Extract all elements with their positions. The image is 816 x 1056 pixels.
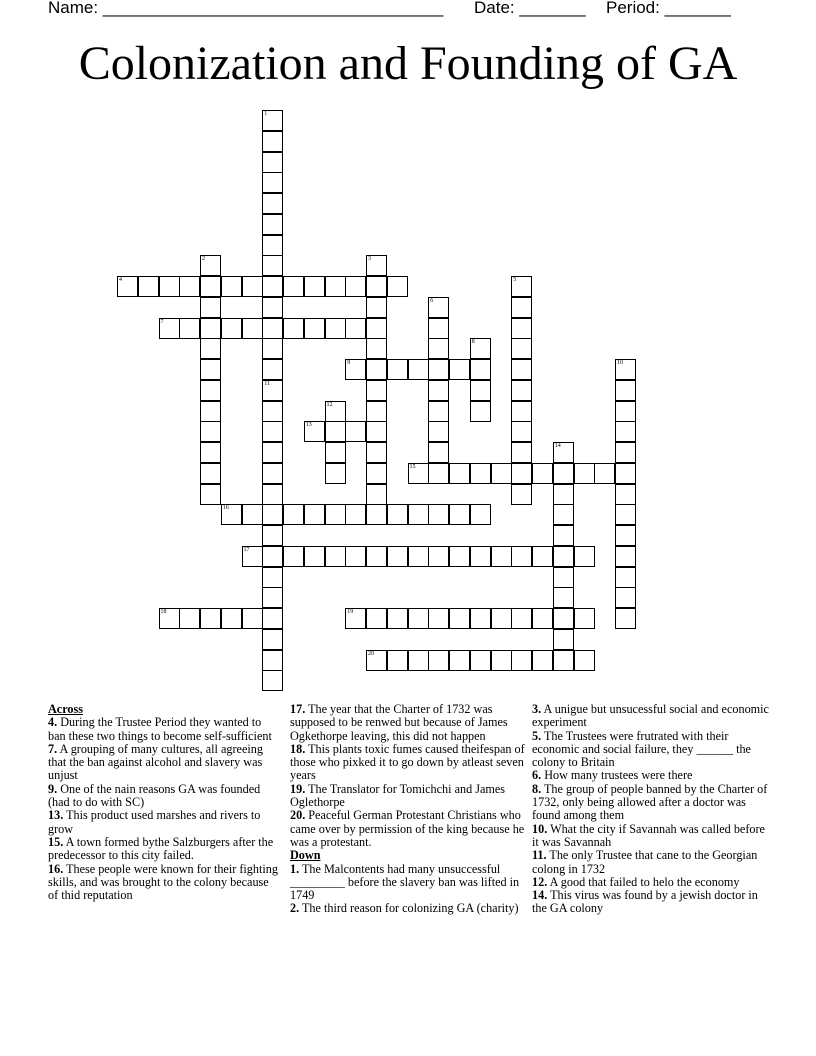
crossword-cell[interactable] — [262, 567, 283, 588]
crossword-cell[interactable] — [179, 318, 200, 339]
crossword-cell[interactable] — [491, 608, 512, 629]
crossword-cell[interactable] — [511, 338, 532, 359]
crossword-cell[interactable] — [366, 442, 387, 463]
page-title: Colonization and Founding of GA — [78, 37, 738, 90]
crossword-cell[interactable] — [615, 442, 636, 463]
crossword-cell[interactable] — [200, 484, 221, 505]
clue-column-3 — [532, 703, 772, 916]
crossword-cell[interactable] — [387, 650, 408, 671]
crossword-cell[interactable] — [262, 380, 283, 401]
crossword-cell[interactable] — [511, 484, 532, 505]
crossword-cell[interactable] — [449, 359, 470, 380]
crossword-cell[interactable] — [304, 421, 325, 442]
crossword-cell[interactable] — [366, 546, 387, 567]
clue-across-17: 17. The year that the Charter of 1732 was supposed to be renwed but because of James Ogkethorpe leaving, this did not happen — [290, 702, 508, 743]
crossword-cell[interactable] — [325, 546, 346, 567]
crossword-cell[interactable] — [262, 152, 283, 173]
clue-number: 11 — [264, 380, 271, 387]
crossword-cell[interactable] — [511, 650, 532, 671]
crossword-cell[interactable] — [470, 463, 491, 484]
clue-number: 10 — [617, 360, 623, 366]
crossword-cell[interactable] — [262, 546, 283, 567]
crossword-cell[interactable] — [262, 650, 283, 671]
crossword-cell[interactable] — [325, 318, 346, 339]
crossword-cell[interactable] — [366, 463, 387, 484]
crossword-cell[interactable] — [325, 276, 346, 297]
crossword-cell[interactable] — [470, 380, 491, 401]
crossword-cell[interactable] — [491, 463, 512, 484]
crossword-cell[interactable] — [262, 670, 283, 691]
crossword-cell[interactable] — [428, 421, 449, 442]
crossword-cell[interactable] — [262, 318, 283, 339]
crossword-cell[interactable] — [325, 421, 346, 442]
clue-column-2 — [290, 703, 528, 916]
crossword-cell[interactable] — [262, 338, 283, 359]
crossword-cell[interactable] — [470, 650, 491, 671]
crossword-cell[interactable] — [470, 504, 491, 525]
crossword-cell[interactable] — [470, 608, 491, 629]
clue-across-7: 7. A grouping of many cultures, all agreeing that the ban against alcohol and slavery was unjust — [48, 741, 263, 783]
clue-column-1 — [48, 703, 280, 902]
crossword-cell[interactable] — [449, 650, 470, 671]
crossword-cell[interactable] — [532, 650, 553, 671]
crossword-cell[interactable] — [615, 463, 636, 484]
crossword-cell[interactable] — [179, 608, 200, 629]
crossword-cell[interactable] — [283, 318, 304, 339]
crossword-cell[interactable] — [511, 463, 532, 484]
crossword-cell[interactable] — [242, 318, 263, 339]
clue-down-10: 10. What the city if Savannah was called before it was Savannah — [532, 821, 765, 849]
crossword-cell[interactable] — [615, 504, 636, 525]
crossword-cell[interactable] — [428, 338, 449, 359]
crossword-cell[interactable] — [200, 255, 221, 276]
clue-across-9: 9. One of the nain reasons GA was founded (had to do with SC) — [48, 781, 261, 810]
crossword-cell[interactable] — [325, 442, 346, 463]
crossword-cell[interactable] — [615, 525, 636, 546]
down-heading: Down — [290, 848, 321, 863]
clue-down-8: 8. The group of people banned by the Charter of 1732, only being allowed after a doctor was found among them — [532, 781, 768, 823]
clue-down-1: 1. The Malcontents had many unsuccessful _________ before the slavery ban was lifted in 1749 — [290, 861, 520, 903]
crossword-cell[interactable] — [200, 276, 221, 297]
crossword-cell[interactable] — [553, 525, 574, 546]
period-field[interactable]: Period: _______ — [606, 0, 731, 17]
crossword-cell[interactable] — [304, 318, 325, 339]
crossword-cell[interactable] — [511, 421, 532, 442]
crossword-cell[interactable] — [615, 587, 636, 608]
crossword-cell[interactable] — [283, 546, 304, 567]
crossword-cell[interactable] — [262, 629, 283, 650]
clue-number: 17 — [243, 546, 250, 553]
crossword-cell[interactable] — [553, 567, 574, 588]
crossword-cell[interactable] — [532, 608, 553, 629]
crossword-cell[interactable] — [615, 484, 636, 505]
clue-number: 6 — [430, 297, 434, 304]
crossword-cell[interactable] — [262, 608, 283, 629]
crossword-cell[interactable] — [200, 608, 221, 629]
crossword-cell[interactable] — [511, 297, 532, 318]
crossword-cell[interactable] — [304, 546, 325, 567]
crossword-cell[interactable] — [262, 463, 283, 484]
crossword-cell[interactable] — [159, 318, 180, 339]
crossword-cell[interactable] — [366, 650, 387, 671]
crossword-cell[interactable] — [200, 359, 221, 380]
crossword-cell[interactable] — [491, 546, 512, 567]
crossword-cell[interactable] — [511, 401, 532, 422]
crossword-cell[interactable] — [470, 338, 491, 359]
crossword-cell[interactable] — [221, 276, 242, 297]
crossword-cell[interactable] — [615, 421, 636, 442]
crossword-cell[interactable] — [387, 359, 408, 380]
crossword-cell[interactable] — [262, 421, 283, 442]
crossword-cell[interactable] — [159, 276, 180, 297]
crossword-cell[interactable] — [491, 650, 512, 671]
crossword-cell[interactable] — [200, 318, 221, 339]
crossword-cell[interactable] — [615, 608, 636, 629]
crossword-cell[interactable] — [408, 463, 429, 484]
crossword-cell[interactable] — [428, 359, 449, 380]
clue-across-20: 20. Peaceful German Protestant Christians who came over by permission of the king because he was a protestant. — [290, 808, 525, 849]
crossword-cell[interactable] — [553, 463, 574, 484]
crossword-cell[interactable] — [449, 546, 470, 567]
clue-number: 20 — [368, 650, 374, 657]
crossword-cell[interactable] — [262, 401, 283, 422]
crossword-cell[interactable] — [449, 504, 470, 525]
crossword-cell[interactable] — [345, 421, 366, 442]
crossword-cell[interactable] — [387, 276, 408, 297]
clue-down-2: 2. The third reason for colonizing GA (charity) — [290, 901, 519, 916]
crossword-cell[interactable] — [366, 318, 387, 339]
clue-number: 15 — [409, 463, 416, 470]
crossword-cell[interactable] — [345, 504, 366, 525]
clue-number: 5 — [513, 277, 517, 283]
crossword-cell[interactable] — [200, 338, 221, 359]
crossword-cell[interactable] — [366, 421, 387, 442]
crossword-cell[interactable] — [221, 318, 242, 339]
crossword-cell[interactable] — [262, 587, 283, 608]
crossword-cell[interactable] — [366, 504, 387, 525]
crossword-cell[interactable] — [574, 650, 595, 671]
clue-number: 3 — [368, 256, 371, 263]
clue-down-6: 6. How many trustees were there — [532, 768, 693, 783]
crossword-cell[interactable] — [345, 546, 366, 567]
clue-number: 1 — [264, 111, 268, 117]
crossword-cell[interactable] — [262, 193, 283, 214]
crossword-cell[interactable] — [532, 463, 553, 484]
crossword-cell[interactable] — [553, 650, 574, 671]
clue-number: 4 — [119, 277, 122, 283]
crossword-cell[interactable] — [553, 587, 574, 608]
clue-across-15: 15. A town formed bythe Salzburgers after the predecessor to this city failed. — [48, 834, 274, 863]
crossword-cell[interactable] — [262, 172, 283, 193]
crossword-cell[interactable] — [511, 276, 532, 297]
crossword-cell[interactable] — [615, 380, 636, 401]
clue-number: 13 — [305, 422, 312, 429]
crossword-cell[interactable] — [449, 608, 470, 629]
crossword-cell[interactable] — [366, 608, 387, 629]
crossword-cell[interactable] — [200, 297, 221, 318]
crossword-cell[interactable] — [553, 484, 574, 505]
crossword-cell[interactable] — [262, 359, 283, 380]
crossword-cell[interactable] — [594, 463, 615, 484]
crossword-cell[interactable] — [428, 463, 449, 484]
crossword-cell[interactable] — [221, 608, 242, 629]
crossword-cell[interactable] — [428, 380, 449, 401]
crossword-cell[interactable] — [553, 629, 574, 650]
crossword-cell[interactable] — [511, 442, 532, 463]
crossword-cell[interactable] — [179, 276, 200, 297]
crossword-cell[interactable] — [117, 276, 138, 297]
crossword-cell[interactable] — [200, 401, 221, 422]
clue-number: 16 — [222, 505, 229, 512]
clue-down-5: 5. The Trustees were frutrated with their economic and social failure, they ______ the colony to Britain — [532, 728, 751, 770]
crossword-cell[interactable] — [615, 546, 636, 567]
crossword-cell[interactable] — [470, 359, 491, 380]
crossword-cell[interactable] — [283, 276, 304, 297]
crossword-cell[interactable] — [262, 131, 283, 152]
crossword-cell[interactable] — [408, 608, 429, 629]
crossword-cell[interactable] — [511, 318, 532, 339]
crossword-cell[interactable] — [366, 255, 387, 276]
crossword-cell[interactable] — [470, 546, 491, 567]
clue-number: 19 — [347, 609, 354, 615]
crossword-cell[interactable] — [366, 359, 387, 380]
crossword-cell[interactable] — [366, 401, 387, 422]
crossword-cell[interactable] — [428, 401, 449, 422]
crossword-cell[interactable] — [242, 276, 263, 297]
clue-across-19: 19. The Translator for Tomichchi and James Oglethorpe — [290, 781, 505, 810]
crossword-cell[interactable] — [511, 359, 532, 380]
crossword-cell[interactable] — [553, 608, 574, 629]
crossword-cell[interactable] — [615, 567, 636, 588]
crossword-cell[interactable] — [345, 276, 366, 297]
clue-across-16: 16. These people were known for their fighting skills, and was brought to the colony because of thid reputation — [48, 861, 278, 903]
crossword-cell[interactable] — [262, 525, 283, 546]
crossword-cell[interactable] — [470, 401, 491, 422]
crossword-cell[interactable] — [615, 401, 636, 422]
crossword-cell[interactable] — [345, 318, 366, 339]
crossword-cell[interactable] — [574, 608, 595, 629]
crossword-cell[interactable] — [345, 608, 366, 629]
crossword-cell[interactable] — [553, 442, 574, 463]
clue-number: 14 — [554, 443, 561, 449]
crossword-cell[interactable] — [200, 421, 221, 442]
crossword-cell[interactable] — [408, 650, 429, 671]
crossword-cell[interactable] — [262, 214, 283, 235]
crossword-cell[interactable] — [428, 297, 449, 318]
crossword-cell[interactable] — [262, 504, 283, 525]
crossword-cell[interactable] — [242, 504, 263, 525]
clue-number: 12 — [326, 401, 333, 408]
crossword-cell[interactable] — [428, 442, 449, 463]
crossword-cell[interactable] — [262, 276, 283, 297]
clue-down-12: 12. A good that failed to helo the economy — [532, 874, 740, 889]
crossword-cell[interactable] — [262, 442, 283, 463]
crossword-cell[interactable] — [615, 359, 636, 380]
clue-down-3: 3. A unigue but unsucessful social and economic experiment — [532, 702, 769, 730]
crossword-cell[interactable] — [262, 297, 283, 318]
crossword-cell[interactable] — [428, 504, 449, 525]
clue-number: 18 — [160, 609, 167, 615]
crossword-cell[interactable] — [221, 504, 242, 525]
crossword-cell[interactable] — [283, 504, 304, 525]
crossword-cell[interactable] — [262, 484, 283, 505]
crossword-cell[interactable] — [366, 380, 387, 401]
crossword-cell[interactable] — [325, 401, 346, 422]
crossword-cell[interactable] — [408, 359, 429, 380]
crossword-cell[interactable] — [387, 608, 408, 629]
crossword-cell[interactable] — [387, 546, 408, 567]
crossword-cell[interactable] — [200, 380, 221, 401]
crossword-cell[interactable] — [387, 504, 408, 525]
crossword-cell[interactable] — [408, 504, 429, 525]
crossword-cell[interactable] — [511, 608, 532, 629]
crossword-cell[interactable] — [428, 546, 449, 567]
crossword-cell[interactable] — [304, 276, 325, 297]
clue-down-14: 14. This virus was found by a jewish doctor in the GA colony — [532, 888, 758, 916]
crossword-cell[interactable] — [242, 546, 263, 567]
crossword-cell[interactable] — [574, 546, 595, 567]
crossword-cell[interactable] — [262, 255, 283, 276]
crossword-cell[interactable] — [200, 463, 221, 484]
crossword-cell[interactable] — [366, 484, 387, 505]
clue-number: 2 — [202, 256, 205, 263]
crossword-cell[interactable] — [366, 297, 387, 318]
crossword-cell[interactable] — [159, 608, 180, 629]
clue-down-11: 11. The only Trustee that cane to the Georgian colong in 1732 — [532, 848, 758, 876]
crossword-cell[interactable] — [428, 608, 449, 629]
crossword-cell[interactable] — [200, 442, 221, 463]
clue-number: 8 — [471, 339, 475, 346]
crossword-cell[interactable] — [532, 546, 553, 567]
clue-across-4: 4. During the Trustee Period they wanted to ban these two things to become self-sufficient — [48, 715, 272, 743]
crossword-cell[interactable] — [408, 546, 429, 567]
across-heading: Across — [48, 702, 83, 716]
crossword-cell[interactable] — [242, 608, 263, 629]
name-field[interactable]: Name: ____________________________________ — [48, 0, 444, 17]
crossword-cell[interactable] — [428, 650, 449, 671]
crossword-cell[interactable] — [553, 504, 574, 525]
clue-number: 9 — [347, 360, 351, 366]
clue-across-18: 18. This plants toxic fumes caused theifespan of those who pixked it to go down by atleast seven years — [290, 741, 525, 783]
crossword-cell[interactable] — [511, 546, 532, 567]
clue-across-13: 13. This product used marshes and rivers to grow — [48, 808, 261, 836]
crossword-cell[interactable] — [262, 235, 283, 256]
crossword-cell[interactable] — [449, 463, 470, 484]
date-field[interactable]: Date: _______ — [474, 0, 586, 17]
crossword-cell[interactable] — [428, 318, 449, 339]
crossword-cell[interactable] — [304, 504, 325, 525]
crossword-cell[interactable] — [574, 463, 595, 484]
crossword-cell[interactable] — [511, 380, 532, 401]
clue-number: 7 — [160, 318, 164, 325]
crossword-cell[interactable] — [138, 276, 159, 297]
crossword-cell[interactable] — [325, 504, 346, 525]
crossword-cell[interactable] — [262, 110, 283, 131]
crossword-cell[interactable] — [345, 359, 366, 380]
crossword-cell[interactable] — [366, 276, 387, 297]
crossword-cell[interactable] — [366, 338, 387, 359]
crossword-cell[interactable] — [553, 546, 574, 567]
crossword-cell[interactable] — [325, 463, 346, 484]
